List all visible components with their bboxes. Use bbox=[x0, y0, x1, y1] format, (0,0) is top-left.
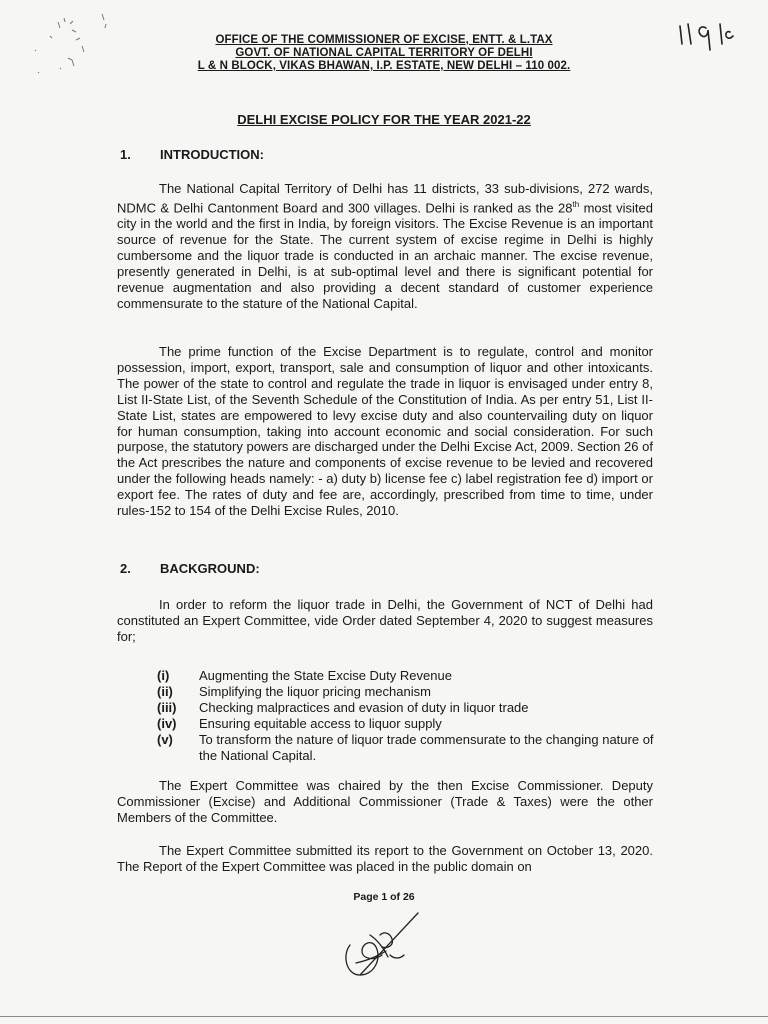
background-paragraph-1-text: In order to reform the liquor trade in Delhi, the Government of NCT of Delhi had constituted an Expert Committee, vide Order dated September 4, 2020 to suggest measures for; bbox=[117, 597, 653, 644]
list-item-number: (iv) bbox=[157, 716, 177, 731]
list-item bbox=[157, 716, 657, 732]
list-item bbox=[157, 732, 657, 764]
list-item-text: To transform the nature of liquor trade commensurate to the changing nature of the National Capital. bbox=[199, 732, 654, 763]
intro-paragraph-1-part-a: The National Capital Territory of Delhi has 11 districts, 33 sub-divisions, 272 wards, NDMC & Delhi Cantonment Board and 300 villages. Delhi is ranked as the 28 bbox=[117, 181, 653, 216]
intro-paragraph-1-part-b: most visited city in the world and the first in India, by foreign visitors. The Excise Revenue is an important source of revenue for the State. The current system of excise regime in Delhi is highly cumbersome and the liquor trade is conducted in an archaic manner. The excise revenue, presently generated in Delhi, is at sub-optimal level and there is significant potential for revenue augmentation and also providing a decent standard of customer experience commensurate to the stature of the National Capital. bbox=[117, 200, 653, 311]
list-item-number: (i) bbox=[157, 668, 170, 683]
office-header-line-3: L & N BLOCK, VIKAS BHAWAN, I.P. ESTATE, NEW DELHI – 110 002. bbox=[197, 60, 571, 72]
list-item bbox=[157, 668, 657, 684]
list-item-number: (ii) bbox=[157, 684, 173, 699]
section-2-number: 2. bbox=[120, 561, 131, 576]
list-item-number: (iii) bbox=[157, 700, 177, 715]
section-1-heading: INTRODUCTION: bbox=[160, 147, 264, 162]
section-1-number: 1. bbox=[120, 147, 131, 162]
list-item-text: Augmenting the State Excise Duty Revenue bbox=[199, 668, 452, 683]
list-item-number: (v) bbox=[157, 732, 173, 747]
scan-bottom-edge bbox=[0, 1016, 768, 1017]
background-paragraph-1 bbox=[117, 597, 653, 645]
intro-paragraph-2-text: The prime function of the Excise Department is to regulate, control and monitor possession, import, export, transport, sale and consumption of liquor and other intoxicants. The power of the state to control and regulate the trade in liquor is envisaged under entry 8, List II-State List, of the Seventh Schedule of the Constitution of India. As per entry 51, List II-State List, states are empowered to levy excise duty and also countervailing duty on liquor for human consumption, taking into account economic and social consideration. For such purpose, the statutory powers are discharged under the Delhi Excise Act, 2009. Section 26 of the Act prescribes the nature and components of excise revenue to be levied and recovered under the following heads namely: - a) duty b) license fee c) label registration fee d) import or export fee. The rates of duty and fee are, accordingly, prescribed from time to time, under rules-152 to 154 of the Delhi Excise Rules, 2010. bbox=[117, 344, 653, 519]
list-item-text: Simplifying the liquor pricing mechanism bbox=[199, 684, 431, 699]
background-paragraph-2 bbox=[117, 778, 653, 826]
background-paragraph-2-text: The Expert Committee was chaired by the then Excise Commissioner. Deputy Commissioner (Excise) and Additional Commissioner (Trade & Taxes) were the other Members of the Committee. bbox=[117, 778, 653, 825]
measures-list bbox=[157, 668, 657, 764]
intro-paragraph-1 bbox=[117, 181, 653, 312]
office-header-line-1: OFFICE OF THE COMMISSIONER OF EXCISE, ENTT. & L.TAX bbox=[215, 34, 553, 46]
list-item-text: Checking malpractices and evasion of duty in liquor trade bbox=[199, 700, 529, 715]
handwritten-signature bbox=[330, 905, 430, 990]
list-item bbox=[157, 700, 657, 716]
section-2-heading: BACKGROUND: bbox=[160, 561, 260, 576]
background-paragraph-3-text: The Expert Committee submitted its report to the Government on October 13, 2020. The Report of the Expert Committee was placed in the public domain on bbox=[117, 843, 653, 874]
office-header-line-2: GOVT. OF NATIONAL CAPITAL TERRITORY OF DELHI bbox=[235, 47, 533, 59]
document-title: DELHI EXCISE POLICY FOR THE YEAR 2021-22 bbox=[237, 112, 531, 127]
page-footer: Page 1 of 26 bbox=[353, 891, 415, 903]
list-item bbox=[157, 684, 657, 700]
list-item-text: Ensuring equitable access to liquor supply bbox=[199, 716, 442, 731]
background-paragraph-3 bbox=[117, 843, 653, 875]
ordinal-suffix: th bbox=[572, 199, 580, 209]
intro-paragraph-2 bbox=[117, 344, 653, 519]
